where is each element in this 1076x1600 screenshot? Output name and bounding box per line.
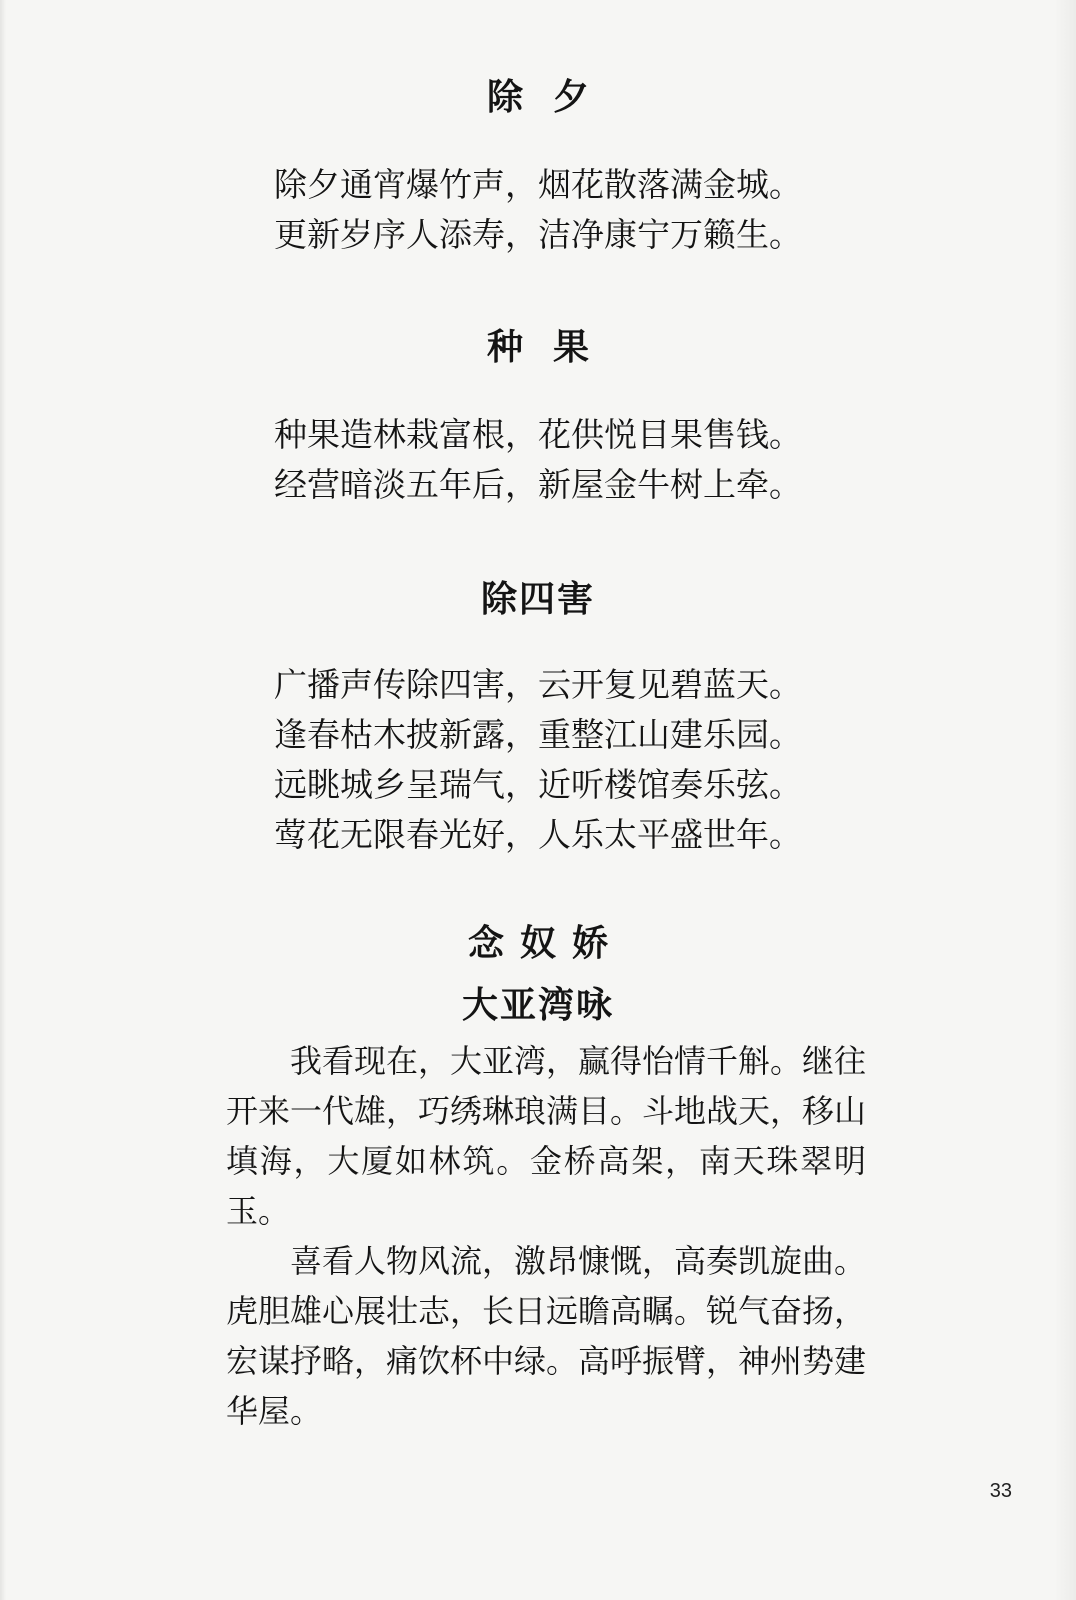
poem-body-zhongguo [0, 410, 1076, 510]
poem-line: 远眺城乡呈瑞气，近听楼馆奏乐弦。 [274, 765, 802, 804]
poem-line: 更新岁序人添寿，洁净康宁万籁生。 [274, 215, 802, 254]
poem-body-chuxi [0, 160, 1076, 260]
ci-paragraph: 喜看人物风流，激昂慷慨，高奏凯旋曲。虎胆雄心展壮志，长日远瞻高瞩。锐气奋扬，宏谋抒略，痛饮杯中绿。高呼振臂，神州势建华屋。 [226, 1242, 867, 1430]
ci-body [226, 1036, 866, 1436]
ci-paragraph: 我看现在，大亚湾，赢得怡情千斛。继往开来一代雄，巧绣琳琅满目。斗地战天，移山填海，大厦如林筑。金桥高架，南天珠翠明玉。 [226, 1042, 867, 1230]
page-number: 33 [989, 1480, 1012, 1502]
poem-line: 除夕通宵爆竹声，烟花散落满金城。 [274, 165, 802, 204]
ci-title: 大亚湾咏 [461, 985, 614, 1026]
poem-line: 种果造林栽富根，花供悦目果售钱。 [274, 415, 802, 454]
poem-line: 广播声传除四害，云开复见碧蓝天。 [274, 665, 802, 704]
poem-title-chuxi: 除夕 [486, 77, 619, 118]
poem-title-chusihai: 除四害 [480, 579, 595, 620]
poem-title-zhongguo: 种果 [486, 327, 619, 368]
poem-body-chusihai [0, 660, 1076, 860]
poem-line: 逢春枯木披新露，重整江山建乐园。 [274, 715, 802, 754]
poem-line: 经营暗淡五年后，新屋金牛树上牵。 [274, 465, 802, 504]
poem-line: 莺花无限春光好，人乐太平盛世年。 [274, 815, 802, 854]
ci-tune-title: 念奴娇 [467, 923, 624, 964]
